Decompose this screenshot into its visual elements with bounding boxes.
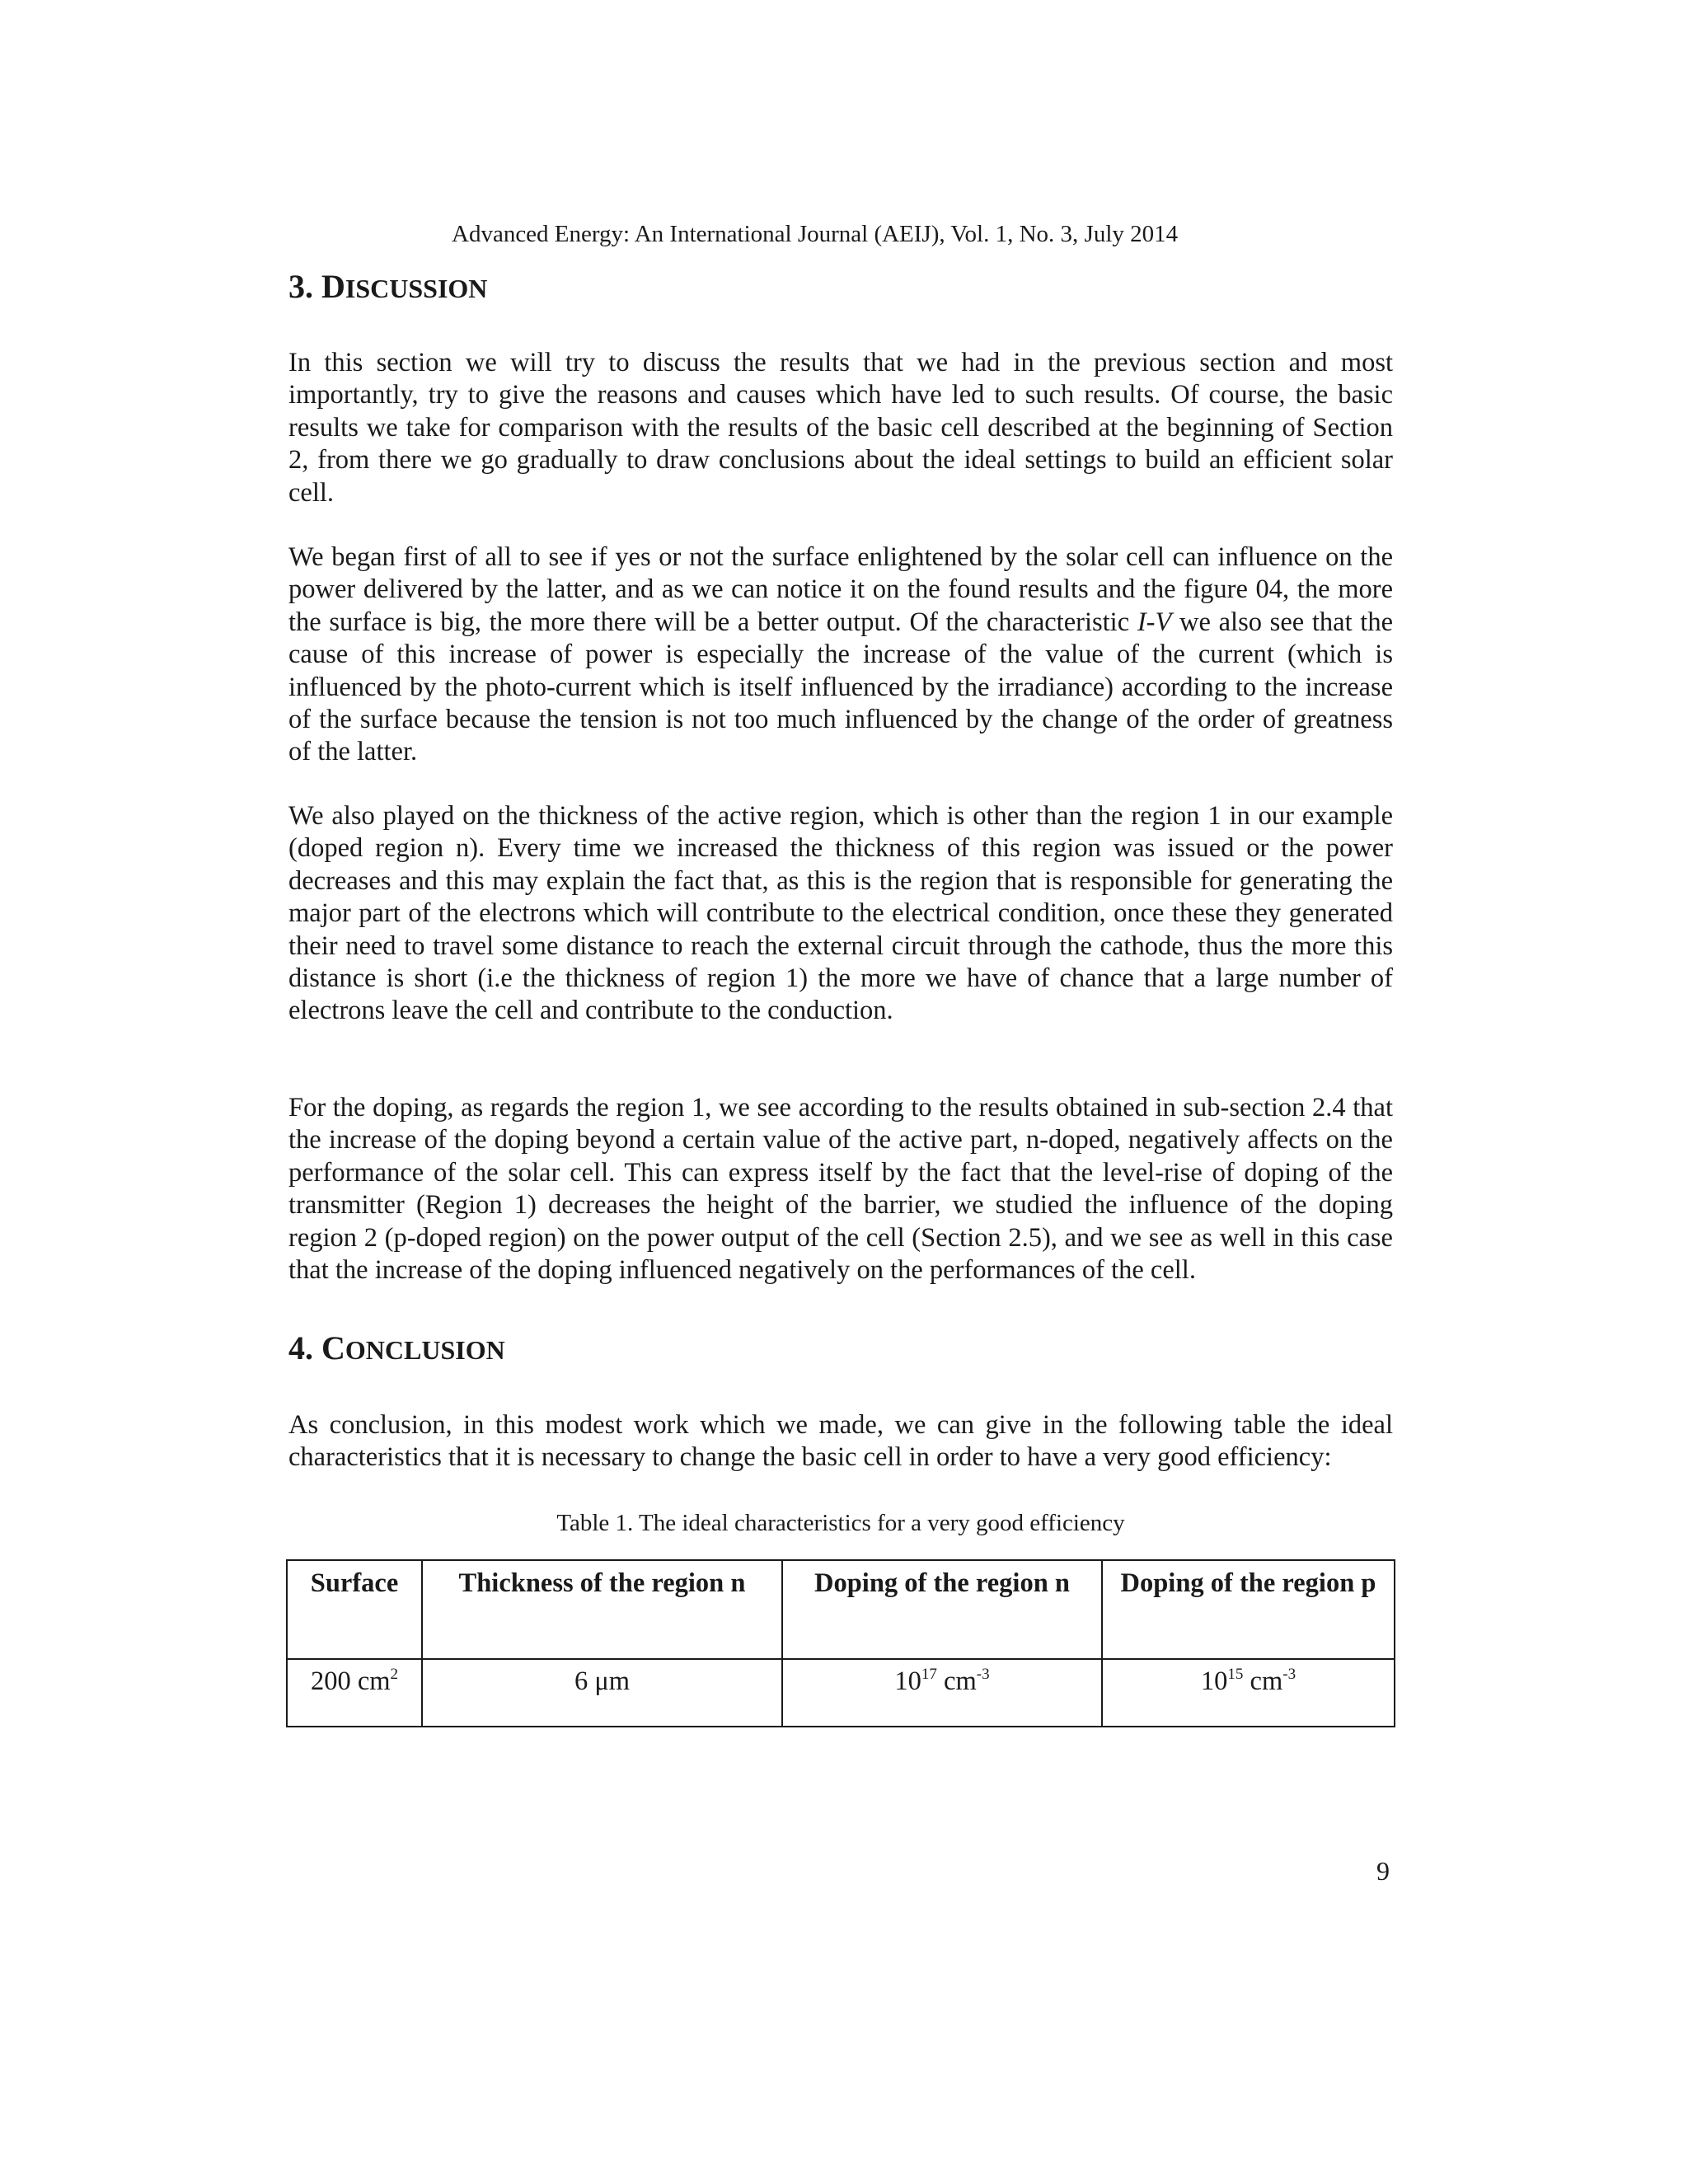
- conclusion-paragraph: As conclusion, in this modest work which we made, we can give in the following table the ideal characteristics that it is necessary to change the basic cell in order to have a very good efficiency:: [288, 1410, 1393, 1473]
- discussion-paragraph-2: [288, 541, 1393, 769]
- table-header-row: [287, 1560, 1395, 1659]
- conclusion-title-rest: ONCLUSION: [345, 1335, 505, 1365]
- page-number: 9: [1376, 1856, 1390, 1886]
- table-row: [287, 1659, 1395, 1727]
- conclusion-title-initial: C: [321, 1329, 345, 1366]
- running-head: Advanced Energy: An International Journal (AEIJ), Vol. 1, No. 3, July 2014: [452, 221, 1179, 247]
- conclusion-number: 4.: [288, 1329, 313, 1366]
- p2-end: we also see that the cause of this increase of power is especially the increase of the value of the current (which is influenced by the photo-current which is itself influenced by the irradiance) according to the increase of the surface because the tension is not too much influenced by the change of the order of greatness of the latter.: [288, 607, 1394, 767]
- discussion-title-rest: ISCUSSION: [345, 274, 488, 303]
- header-surface: Surface: [287, 1560, 422, 1659]
- discussion-heading: [288, 267, 487, 308]
- discussion-paragraph-3: We also played on the thickness of the active region, which is other than the region 1 in our example (doped region n). Every time we increased the thickness of this region was issued or the power decreases and this may explain the fact that, as this is the region that is responsible for generating the major part of the electrons which will contribute to the electrical condition, once these they generated their need to travel some distance to reach the external circuit through the cathode, thus the more this distance is short (i.e the thickness of region 1) the more we have of chance that a large number of electrons leave the cell and contribute to the conduction.: [288, 801, 1393, 1026]
- cell-surface: 200 $cm^2$: [287, 1659, 422, 1727]
- header-doping-n: Doping of the region n: [782, 1560, 1102, 1659]
- cell-thickness: 6 μm: [422, 1659, 782, 1727]
- discussion-paragraph-1: In this section we will try to discuss the results that we had in the previous section and most importantly, try to give the reasons and causes which have led to such results. Of course, the basic results we take for comparison with the results of the basic cell described at the beginning of Section 2, from there we go gradually to draw conclusions about the ideal settings to build an efficient solar cell.: [288, 348, 1393, 508]
- p2-middle: the power delivered by the latter, and as we can notice it on the found results and the figure 04, the more the surface is big, the more there will be a better output. Of the characteristic: [288, 542, 1394, 637]
- table-caption: Table 1. The ideal characteristics for a very good efficiency: [556, 1510, 1125, 1536]
- cell-doping-n: $10^{17}$ $cm^{-3}$: [782, 1659, 1102, 1727]
- header-thickness: Thickness of the region n: [422, 1560, 782, 1659]
- header-doping-p: Doping of the region p: [1102, 1560, 1395, 1659]
- iv-characteristic: I-V: [1137, 607, 1172, 637]
- discussion-title-initial: D: [321, 268, 345, 305]
- conclusion-heading: [288, 1329, 505, 1370]
- cell-doping-p: $10^{15}$ $cm^{-3}$: [1102, 1659, 1395, 1727]
- ideal-characteristics-table: [286, 1559, 1395, 1727]
- p2-start: We began first of all to see if yes or not the surface enlightened by the solar cell can influence on: [288, 542, 1353, 572]
- discussion-number: 3.: [288, 268, 313, 305]
- discussion-paragraph-4: For the doping, as regards the region 1, we see according to the results obtained in sub-section 2.4 that the increase of the doping beyond a certain value of the active part, n-doped, negatively affects on the performance of the solar cell. This can express itself by the fact that the level-rise of doping of the transmitter (Region 1) decreases the height of the barrier, we studied the influence of the doping region 2 (p-doped region) on the power output of the cell (Section 2.5), and we see as well in this case that the increase of the doping influenced negatively on the performances of the cell.: [288, 1093, 1393, 1286]
